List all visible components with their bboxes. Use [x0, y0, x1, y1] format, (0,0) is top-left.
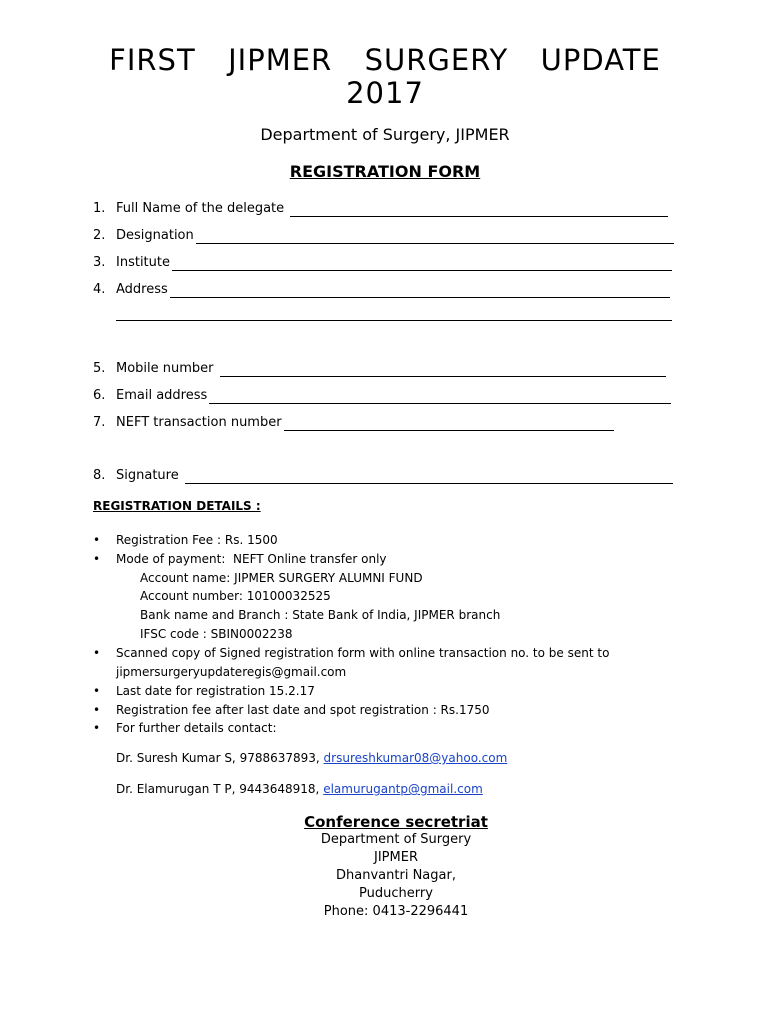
field-label: Designation	[116, 228, 194, 243]
fill-in-line[interactable]	[284, 417, 614, 431]
registration-fee: Registration Fee : Rs. 1500	[116, 533, 278, 547]
contact-suresh	[116, 751, 507, 765]
field-label: Mobile number	[116, 361, 218, 376]
field-number: 5.	[93, 361, 106, 376]
bullet-icon: •	[93, 552, 101, 566]
field-neft-transaction[interactable]	[93, 413, 614, 431]
registration-email: jipmersurgeryupdateregis@gmail.com	[116, 665, 347, 679]
field-number: 8.	[93, 468, 106, 483]
field-full-name[interactable]	[93, 199, 668, 217]
contact-elamurugan	[116, 782, 483, 796]
last-date: Last date for registration 15.2.17	[116, 684, 315, 698]
email-link[interactable]: elamurugantp@gmail.com	[323, 782, 483, 796]
registration-details-heading: REGISTRATION DETAILS :	[93, 499, 261, 513]
fill-in-line[interactable]	[290, 203, 668, 217]
email-link[interactable]: drsureshkumar08@yahoo.com	[323, 751, 508, 765]
fill-in-line[interactable]	[196, 230, 674, 244]
field-label: Email address	[116, 388, 208, 403]
account-number: Account number: 10100032525	[140, 589, 331, 603]
page-title	[60, 44, 710, 110]
field-designation[interactable]	[93, 226, 674, 244]
field-number: 1.	[93, 201, 106, 216]
bullet-icon: •	[93, 533, 101, 547]
address-second-line[interactable]	[116, 320, 672, 321]
department-subtitle: Department of Surgery, JIPMER	[260, 125, 510, 144]
further-details: For further details contact:	[116, 721, 277, 735]
secretariat-line: JIPMER	[374, 850, 418, 865]
field-label: NEFT transaction number	[116, 415, 282, 430]
fill-in-line[interactable]	[172, 257, 672, 271]
account-name: Account name: JIPMER SURGERY ALUMNI FUND	[140, 571, 423, 585]
field-address[interactable]	[93, 280, 670, 298]
field-number: 2.	[93, 228, 106, 243]
secretariat-line: Department of Surgery	[320, 832, 472, 847]
payment-mode: Mode of payment: NEFT Online transfer only	[116, 552, 387, 566]
field-label: Address	[116, 282, 168, 297]
fill-in-line[interactable]	[220, 363, 666, 377]
contact-name: Dr. Elamurugan T P, 9443648918,	[116, 782, 324, 796]
field-institute[interactable]	[93, 253, 672, 271]
field-label: Signature	[116, 468, 183, 483]
bank-branch: Bank name and Branch : State Bank of India, JIPMER branch	[140, 608, 501, 622]
ifsc-code: IFSC code : SBIN0002238	[140, 627, 293, 641]
scanned-copy-instruction: Scanned copy of Signed registration form with online transaction no. to be sent to	[116, 646, 610, 660]
late-registration-fee: Registration fee after last date and spot registration : Rs.1750	[116, 703, 490, 717]
fill-in-line[interactable]	[209, 390, 671, 404]
bullet-icon: •	[93, 646, 101, 660]
field-number: 3.	[93, 255, 106, 270]
field-number: 4.	[93, 282, 106, 297]
secretariat-phone: Phone: 0413-2296441	[323, 904, 469, 919]
form-title: REGISTRATION FORM	[289, 162, 481, 181]
bullet-icon: •	[93, 703, 101, 717]
bullet-icon: •	[93, 721, 101, 735]
field-signature[interactable]	[93, 466, 673, 484]
secretariat-line: Dhanvantri Nagar,	[336, 868, 456, 883]
field-number: 6.	[93, 388, 106, 403]
fill-in-line[interactable]	[170, 284, 670, 298]
field-number: 7.	[93, 415, 106, 430]
title-line-2: 2017	[346, 76, 424, 110]
fill-in-line[interactable]	[185, 470, 673, 484]
secretariat-block	[246, 813, 546, 921]
field-mobile[interactable]	[93, 359, 666, 377]
title-line-1: FIRST JIPMER SURGERY UPDATE	[109, 43, 661, 77]
field-label: Full Name of the delegate	[116, 201, 289, 216]
field-label: Institute	[116, 255, 170, 270]
contact-name: Dr. Suresh Kumar S, 9788637893,	[116, 751, 324, 765]
secretariat-line: Puducherry	[359, 886, 433, 901]
bullet-icon: •	[93, 684, 101, 698]
field-email[interactable]	[93, 386, 671, 404]
secretariat-title: Conference secretriat	[304, 813, 488, 831]
